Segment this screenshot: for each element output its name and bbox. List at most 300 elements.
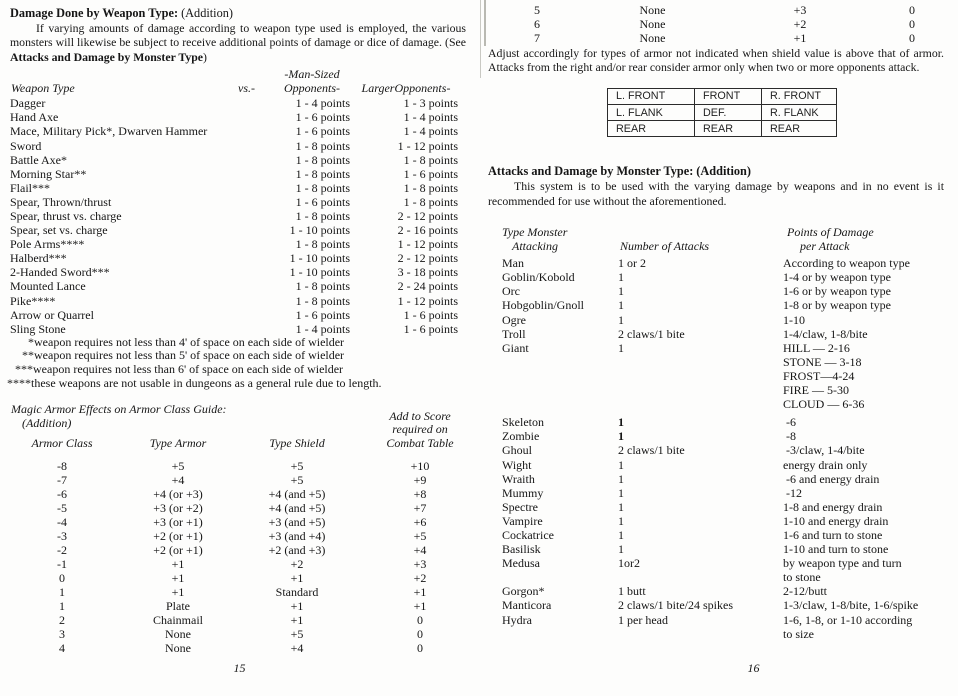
- man-sized-damage: 1 - 8 points: [295, 166, 350, 181]
- armor-row: [479, 3, 958, 17]
- monster-name: Wight: [502, 457, 532, 472]
- monster-name: Wraith: [502, 471, 535, 486]
- number-of-attacks: [618, 369, 783, 383]
- number-of-attacks: 2 claws/1 bite: [618, 443, 685, 458]
- col-header-combat-table: Combat Table: [386, 435, 454, 450]
- armor-row: [0, 501, 479, 515]
- facing-cell: R. FLANK: [762, 105, 837, 121]
- points-of-damage: -8: [783, 429, 796, 444]
- points-of-damage: 1-8 and energy drain: [783, 499, 883, 514]
- armor-cell: 1: [59, 585, 65, 600]
- col-header-weapon-type: Weapon Type: [11, 81, 75, 96]
- weapon-row: [0, 167, 479, 181]
- larger-opponent-damage: 2 - 12 points: [397, 208, 458, 223]
- man-sized-damage: 1 - 8 points: [295, 138, 350, 153]
- points-of-damage: According to weapon type: [783, 256, 910, 271]
- armor-cell: +4 (or +3): [153, 487, 203, 502]
- monster-row: [479, 284, 958, 298]
- armor-row: [0, 557, 479, 571]
- armor-cell: +3 (or +2): [153, 501, 203, 516]
- armor-cell: +3: [413, 557, 427, 572]
- armor-cell: -5: [57, 501, 67, 516]
- monster-row: [479, 355, 958, 369]
- monster-name: [502, 570, 618, 584]
- man-sized-damage: 1 - 8 points: [295, 279, 350, 294]
- scan-artifact-line: [484, 0, 486, 46]
- weapon-row: [0, 124, 479, 138]
- armor-cell: 0: [909, 17, 915, 31]
- armor-cell: +4: [171, 473, 185, 488]
- number-of-attacks: 2 claws/1 bite: [618, 326, 685, 341]
- man-sized-damage: 1 - 6 points: [295, 110, 350, 125]
- weapon-row: [0, 308, 479, 322]
- man-sized-damage: 1 - 10 points: [289, 223, 350, 238]
- larger-opponent-damage: 1 - 4 points: [403, 110, 458, 125]
- armor-cell: None: [165, 627, 191, 642]
- armor-row: [0, 487, 479, 501]
- heading-addition: (Addition): [181, 6, 233, 20]
- number-of-attacks: 1: [618, 499, 624, 514]
- points-of-damage: 1-4/claw, 1-8/bite: [783, 326, 868, 341]
- man-sized-damage: 1 - 8 points: [295, 180, 350, 195]
- intro-text-end: ): [203, 49, 207, 64]
- col-header-per-attack: per Attack: [800, 238, 850, 253]
- armor-guide-title: Magic Armor Effects on Armor Class Guide:: [11, 402, 227, 417]
- monster-name: Goblin/Kobold: [502, 270, 575, 285]
- armor-row: [0, 543, 479, 557]
- number-of-attacks: 1 butt: [618, 584, 646, 599]
- weapon-row: [0, 209, 479, 223]
- monster-name: Ogre: [502, 312, 526, 327]
- armor-cell: +2 (and +3): [268, 543, 326, 558]
- monster-row: [479, 514, 958, 528]
- monster-intro-paragraph: This system is to be used with the varying damage by weapons and in no event is it recommended for use without the aforementioned.: [488, 179, 944, 208]
- larger-opponent-damage: 1 - 8 points: [403, 180, 458, 195]
- man-sized-damage: 1 - 6 points: [295, 194, 350, 209]
- armor-cell: +5: [413, 529, 427, 544]
- monster-row: [479, 486, 958, 500]
- larger-opponent-damage: 1 - 8 points: [403, 194, 458, 209]
- monster-row: [479, 613, 958, 627]
- number-of-attacks: 1: [618, 270, 624, 285]
- points-of-damage: 1-10 and turn to stone: [783, 542, 889, 557]
- armor-cell: +1: [290, 613, 304, 628]
- man-sized-damage: 1 - 10 points: [289, 265, 350, 280]
- armor-cell: None: [639, 3, 666, 17]
- armor-row: [0, 459, 479, 473]
- larger-opponent-damage: 1 - 12 points: [397, 237, 458, 252]
- number-of-attacks: 1: [618, 312, 624, 327]
- number-of-attacks: [618, 397, 783, 411]
- facing-table: [607, 88, 837, 138]
- number-of-attacks: 1: [618, 284, 624, 299]
- armor-cell: -8: [57, 459, 67, 474]
- number-of-attacks: 1: [618, 471, 624, 486]
- armor-cell: +4 (and +5): [268, 487, 326, 502]
- man-sized-damage: 1 - 4 points: [295, 96, 350, 111]
- points-of-damage: FROST—4-24: [783, 368, 855, 383]
- number-of-attacks: 1: [618, 527, 624, 542]
- weapon-row: [0, 322, 479, 336]
- armor-cell: Standard: [275, 585, 319, 600]
- monster-row: [479, 270, 958, 284]
- weapon-name: Sword: [10, 138, 42, 153]
- page-16: [479, 0, 958, 696]
- larger-opponent-damage: 1 - 4 points: [403, 124, 458, 139]
- armor-cell: Plate: [166, 599, 190, 614]
- armor-cell: +6: [413, 515, 427, 530]
- monster-row: [479, 369, 958, 383]
- monster-name: Cockatrice: [502, 527, 554, 542]
- weapon-name: Halberd***: [10, 251, 67, 266]
- monster-row: [479, 415, 958, 429]
- weapon-row: [0, 139, 479, 153]
- points-of-damage: 1-6, 1-8, or 1-10 according: [783, 612, 913, 627]
- facing-cell: FRONT: [695, 88, 762, 104]
- armor-cell: +5: [171, 459, 185, 474]
- armor-cell: +2: [413, 571, 427, 586]
- armor-cell: 0: [417, 613, 423, 628]
- armor-cell: +1: [413, 599, 427, 614]
- armor-cell: -6: [57, 487, 67, 502]
- armor-cell: 2: [59, 613, 65, 628]
- armor-cell: +3 (or +1): [153, 515, 203, 530]
- armor-cell: +1: [171, 585, 185, 600]
- weapon-table-rows: [0, 96, 479, 336]
- col-header-armor-class: Armor Class: [31, 435, 93, 450]
- monster-row: [479, 327, 958, 341]
- larger-opponent-damage: 1 - 6 points: [403, 307, 458, 322]
- man-sized-damage: 1 - 6 points: [295, 307, 350, 322]
- facing-cell: DEF.: [695, 105, 762, 121]
- points-of-damage: 1-4 or by weapon type: [783, 270, 891, 285]
- points-of-damage: by weapon type and turn: [783, 556, 902, 571]
- larger-opponent-damage: 1 - 6 points: [403, 321, 458, 336]
- armor-cell: +1: [413, 585, 427, 600]
- armor-cell: +8: [413, 487, 427, 502]
- points-of-damage: 2-12/butt: [783, 584, 827, 599]
- heading-addition: (Addition): [696, 164, 751, 179]
- facing-row: [608, 121, 837, 137]
- col-header-type-monster: Type Monster: [502, 225, 568, 240]
- number-of-attacks: 1: [618, 340, 624, 355]
- number-of-attacks: 1: [618, 298, 624, 313]
- monster-row: [479, 472, 958, 486]
- col-header-attacking: Attacking: [512, 238, 558, 253]
- weapon-row: [0, 181, 479, 195]
- larger-opponent-damage: 2 - 12 points: [397, 251, 458, 266]
- monster-name: [502, 355, 618, 369]
- weapon-name: Pike****: [10, 293, 56, 308]
- number-of-attacks: [618, 570, 783, 584]
- monster-name: Manticora: [502, 598, 552, 613]
- armor-cell: +5: [290, 459, 304, 474]
- armor-row: [479, 31, 958, 45]
- col-header-add-to-score: Add to Score: [389, 409, 451, 424]
- armor-cell: 0: [59, 571, 65, 586]
- monster-name: Orc: [502, 284, 520, 299]
- monster-name: Mummy: [502, 485, 544, 500]
- armor-cell: +1: [171, 557, 185, 572]
- armor-row: [0, 529, 479, 543]
- points-of-damage: to size: [783, 626, 814, 641]
- armor-cell: +3 (and +4): [268, 529, 326, 544]
- monster-name: [502, 397, 618, 411]
- armor-row: [0, 515, 479, 529]
- monster-row: [479, 256, 958, 270]
- armor-row: [0, 641, 479, 655]
- armor-row: [479, 17, 958, 31]
- weapon-name: 2-Handed Sword***: [10, 265, 110, 280]
- weapon-name: Mace, Military Pick*, Dwarven Hammer: [10, 124, 208, 139]
- armor-cell: +7: [413, 501, 427, 516]
- weapon-name: Morning Star**: [10, 166, 87, 181]
- weapon-name: Spear, set vs. charge: [10, 223, 108, 238]
- monster-name: Skeleton: [502, 415, 544, 430]
- heading-text: Damage Done by Weapon Type:: [10, 6, 179, 20]
- points-of-damage: 1-3/claw, 1-8/bite, 1-6/spike: [783, 598, 919, 613]
- points-of-damage: energy drain only: [783, 457, 868, 472]
- number-of-attacks: 1: [618, 542, 624, 557]
- number-of-attacks: 1 or 2: [618, 256, 646, 271]
- larger-opponent-damage: 2 - 16 points: [397, 223, 458, 238]
- monster-name: Hobgoblin/Gnoll: [502, 298, 585, 313]
- monster-row: [479, 528, 958, 542]
- weapon-name: Hand Axe: [10, 110, 59, 125]
- intro-paragraph: [10, 21, 466, 64]
- number-of-attacks: 1: [618, 415, 624, 430]
- armor-cell: 0: [909, 31, 915, 45]
- armor-guide-subtitle: (Addition): [22, 415, 72, 430]
- larger-opponent-damage: 1 - 6 points: [403, 166, 458, 181]
- monster-row: [479, 397, 958, 411]
- weapon-row: [0, 237, 479, 251]
- armor-cell: 0: [417, 641, 423, 656]
- armor-cell: +1: [793, 31, 807, 45]
- monster-row: [479, 443, 958, 457]
- weapon-row: [0, 96, 479, 110]
- monster-name: Troll: [502, 326, 526, 341]
- monster-row: [479, 458, 958, 472]
- monster-row: [479, 313, 958, 327]
- monster-table-header: [479, 225, 958, 256]
- weapon-row: [0, 110, 479, 124]
- monster-name: Spectre: [502, 499, 538, 514]
- larger-opponent-damage: 1 - 8 points: [403, 152, 458, 167]
- larger-opponent-damage: 1 - 12 points: [397, 138, 458, 153]
- weapon-section-heading: [10, 6, 479, 20]
- armor-cell: -3: [57, 529, 67, 544]
- weapon-row: [0, 279, 479, 293]
- col-header-type-armor: Type Armor: [149, 435, 207, 450]
- weapon-table-header: [0, 67, 479, 96]
- weapon-name: Spear, Thrown/thrust: [10, 194, 112, 209]
- page-number-right: 16: [747, 661, 760, 675]
- adjust-paragraph: Adjust accordingly for types of armor not indicated when shield value is above that of armor. Attacks from the right and/or rear consider armor only when two or more opponents attack.: [488, 46, 944, 75]
- weapon-row: [0, 294, 479, 308]
- col-header-number-of-attacks: Number of Attacks: [620, 238, 710, 253]
- armor-cell: 0: [417, 627, 423, 642]
- scan-artifact-line: [480, 0, 481, 78]
- weapon-row: [0, 223, 479, 237]
- armor-cell: +2: [793, 17, 807, 31]
- weapon-row: [0, 153, 479, 167]
- number-of-attacks: 1: [618, 513, 624, 528]
- armor-cell: +1: [171, 571, 185, 586]
- monster-row: [479, 542, 958, 556]
- monster-row: [479, 570, 958, 584]
- armor-cell: +4 (and +5): [268, 501, 326, 516]
- monster-name: Gorgon*: [502, 584, 545, 599]
- intro-cross-reference: Attacks and Damage by Monster Type: [10, 49, 204, 64]
- weapon-name: Sling Stone: [10, 321, 66, 336]
- armor-row: [0, 473, 479, 487]
- number-of-attacks: 1: [618, 429, 624, 444]
- armor-row: [0, 613, 479, 627]
- monster-name: [502, 369, 618, 383]
- armor-cell: 3: [59, 627, 65, 642]
- facing-cell: REAR: [762, 121, 837, 137]
- weapon-name: Battle Axe*: [10, 152, 67, 167]
- col-header-required-on: required on: [392, 422, 448, 437]
- armor-cell: +3: [793, 3, 807, 17]
- weapon-row: [0, 265, 479, 279]
- weapon-name: Mounted Lance: [10, 279, 86, 294]
- armor-cell: +2: [290, 557, 304, 572]
- col-header-opponents: Opponents-: [284, 81, 340, 96]
- monster-row: [479, 298, 958, 312]
- points-of-damage: -12: [783, 485, 802, 500]
- monster-row: [479, 556, 958, 570]
- armor-row: [0, 571, 479, 585]
- facing-cell: REAR: [608, 121, 695, 137]
- weapon-name: Arrow or Quarrel: [10, 307, 94, 322]
- larger-opponent-damage: 2 - 24 points: [397, 279, 458, 294]
- facing-cell: REAR: [695, 121, 762, 137]
- man-sized-damage: 1 - 8 points: [295, 293, 350, 308]
- monster-name: Hydra: [502, 612, 532, 627]
- points-of-damage: STONE — 3-18: [783, 354, 862, 369]
- monster-table-rows: [479, 256, 958, 641]
- intro-text: If varying amounts of damage according to weapon type used is employed, the various monsters will likewise be subject to receive additional points of damage or dice of damage. (See: [10, 21, 466, 50]
- man-sized-damage: 1 - 8 points: [295, 208, 350, 223]
- armor-guide-header: [0, 402, 479, 456]
- points-of-damage: 1-10 and energy drain: [783, 513, 889, 528]
- monster-row: [479, 500, 958, 514]
- armor-cell: +5: [290, 473, 304, 488]
- monster-name: Medusa: [502, 556, 540, 571]
- weapon-row: [0, 195, 479, 209]
- points-of-damage: -6: [783, 415, 796, 430]
- armor-cell: Chainmail: [153, 613, 203, 628]
- monster-name: [502, 627, 618, 641]
- armor-cell: +1: [290, 571, 304, 586]
- monster-row: [479, 341, 958, 355]
- col-header-vs: vs.-: [238, 81, 255, 96]
- points-of-damage: 1-8 or by weapon type: [783, 298, 891, 313]
- weapon-footnotes: [0, 336, 479, 390]
- number-of-attacks: 2 claws/1 bite/24 spikes: [618, 598, 733, 613]
- armor-cell: +1: [290, 599, 304, 614]
- armor-cell: +2 (or +1): [153, 543, 203, 558]
- man-sized-damage: 1 - 4 points: [295, 321, 350, 336]
- armor-cell: +4: [290, 641, 304, 656]
- points-of-damage: -3/claw, 1-4/bite: [783, 443, 865, 458]
- armor-cell: -2: [57, 543, 67, 558]
- armor-cell: 5: [534, 3, 540, 17]
- page-number-left: 15: [233, 661, 246, 675]
- points-of-damage: FIRE — 5-30: [783, 383, 849, 398]
- points-of-damage: 1-6 and turn to stone: [783, 527, 883, 542]
- number-of-attacks: 1: [618, 485, 624, 500]
- monster-row: [479, 429, 958, 443]
- points-of-damage: -6 and energy drain: [783, 471, 880, 486]
- weapon-name: Spear, thrust vs. charge: [10, 208, 122, 223]
- monster-row: [479, 584, 958, 598]
- col-header-type-shield: Type Shield: [269, 435, 325, 450]
- man-sized-damage: 1 - 10 points: [289, 251, 350, 266]
- monster-row: [479, 383, 958, 397]
- armor-row: [0, 627, 479, 641]
- weapon-footnote: *weapon requires not less than 4' of space on each side of wielder: [28, 334, 345, 349]
- points-of-damage: CLOUD — 6-36: [783, 397, 865, 412]
- armor-cell: None: [639, 17, 666, 31]
- number-of-attacks: 1: [618, 457, 624, 472]
- facing-cell: L. FRONT: [608, 88, 695, 104]
- points-of-damage: to stone: [783, 570, 821, 585]
- armor-cell: +4: [413, 543, 427, 558]
- armor-row: [0, 599, 479, 613]
- number-of-attacks: 1 per head: [618, 612, 668, 627]
- larger-opponent-damage: 1 - 3 points: [403, 96, 458, 111]
- monster-name: Zombie: [502, 429, 540, 444]
- armor-cell: +2 (or +1): [153, 529, 203, 544]
- armor-cell: 6: [534, 17, 540, 31]
- weapon-name: Dagger: [10, 96, 46, 111]
- points-of-damage: 1-10: [783, 312, 805, 327]
- armor-cell: +9: [413, 473, 427, 488]
- larger-opponent-damage: 3 - 18 points: [397, 265, 458, 280]
- armor-cell: 0: [909, 3, 915, 17]
- col-header-man-sized: -Man-Sized: [284, 67, 340, 82]
- armor-cell: -1: [57, 557, 67, 572]
- weapon-name: Flail***: [10, 180, 51, 195]
- monster-section-heading: [488, 164, 958, 178]
- armor-cell: 7: [534, 31, 540, 45]
- facing-cell: R. FRONT: [762, 88, 837, 104]
- facing-row: [608, 105, 837, 121]
- weapon-footnote: ****these weapons are not usable in dungeons as a general rule due to length.: [7, 375, 382, 390]
- armor-cell: 4: [59, 641, 65, 656]
- number-of-attacks: [618, 355, 783, 369]
- facing-cell: L. FLANK: [608, 105, 695, 121]
- monster-name: [502, 383, 618, 397]
- armor-table-rows: [0, 459, 479, 655]
- col-header-points-of-damage: Points of Damage: [787, 225, 874, 240]
- facing-row: [608, 88, 837, 104]
- man-sized-damage: 1 - 8 points: [295, 152, 350, 167]
- armor-row: [0, 585, 479, 599]
- armor-cell: +3 (and +5): [268, 515, 326, 530]
- armor-table-continued-rows: [479, 3, 958, 45]
- monster-name: Giant: [502, 340, 529, 355]
- man-sized-damage: 1 - 6 points: [295, 124, 350, 139]
- monster-name: Basilisk: [502, 542, 541, 557]
- weapon-row: [0, 251, 479, 265]
- monster-row: [479, 598, 958, 612]
- monster-row: [479, 627, 958, 641]
- number-of-attacks: [618, 627, 783, 641]
